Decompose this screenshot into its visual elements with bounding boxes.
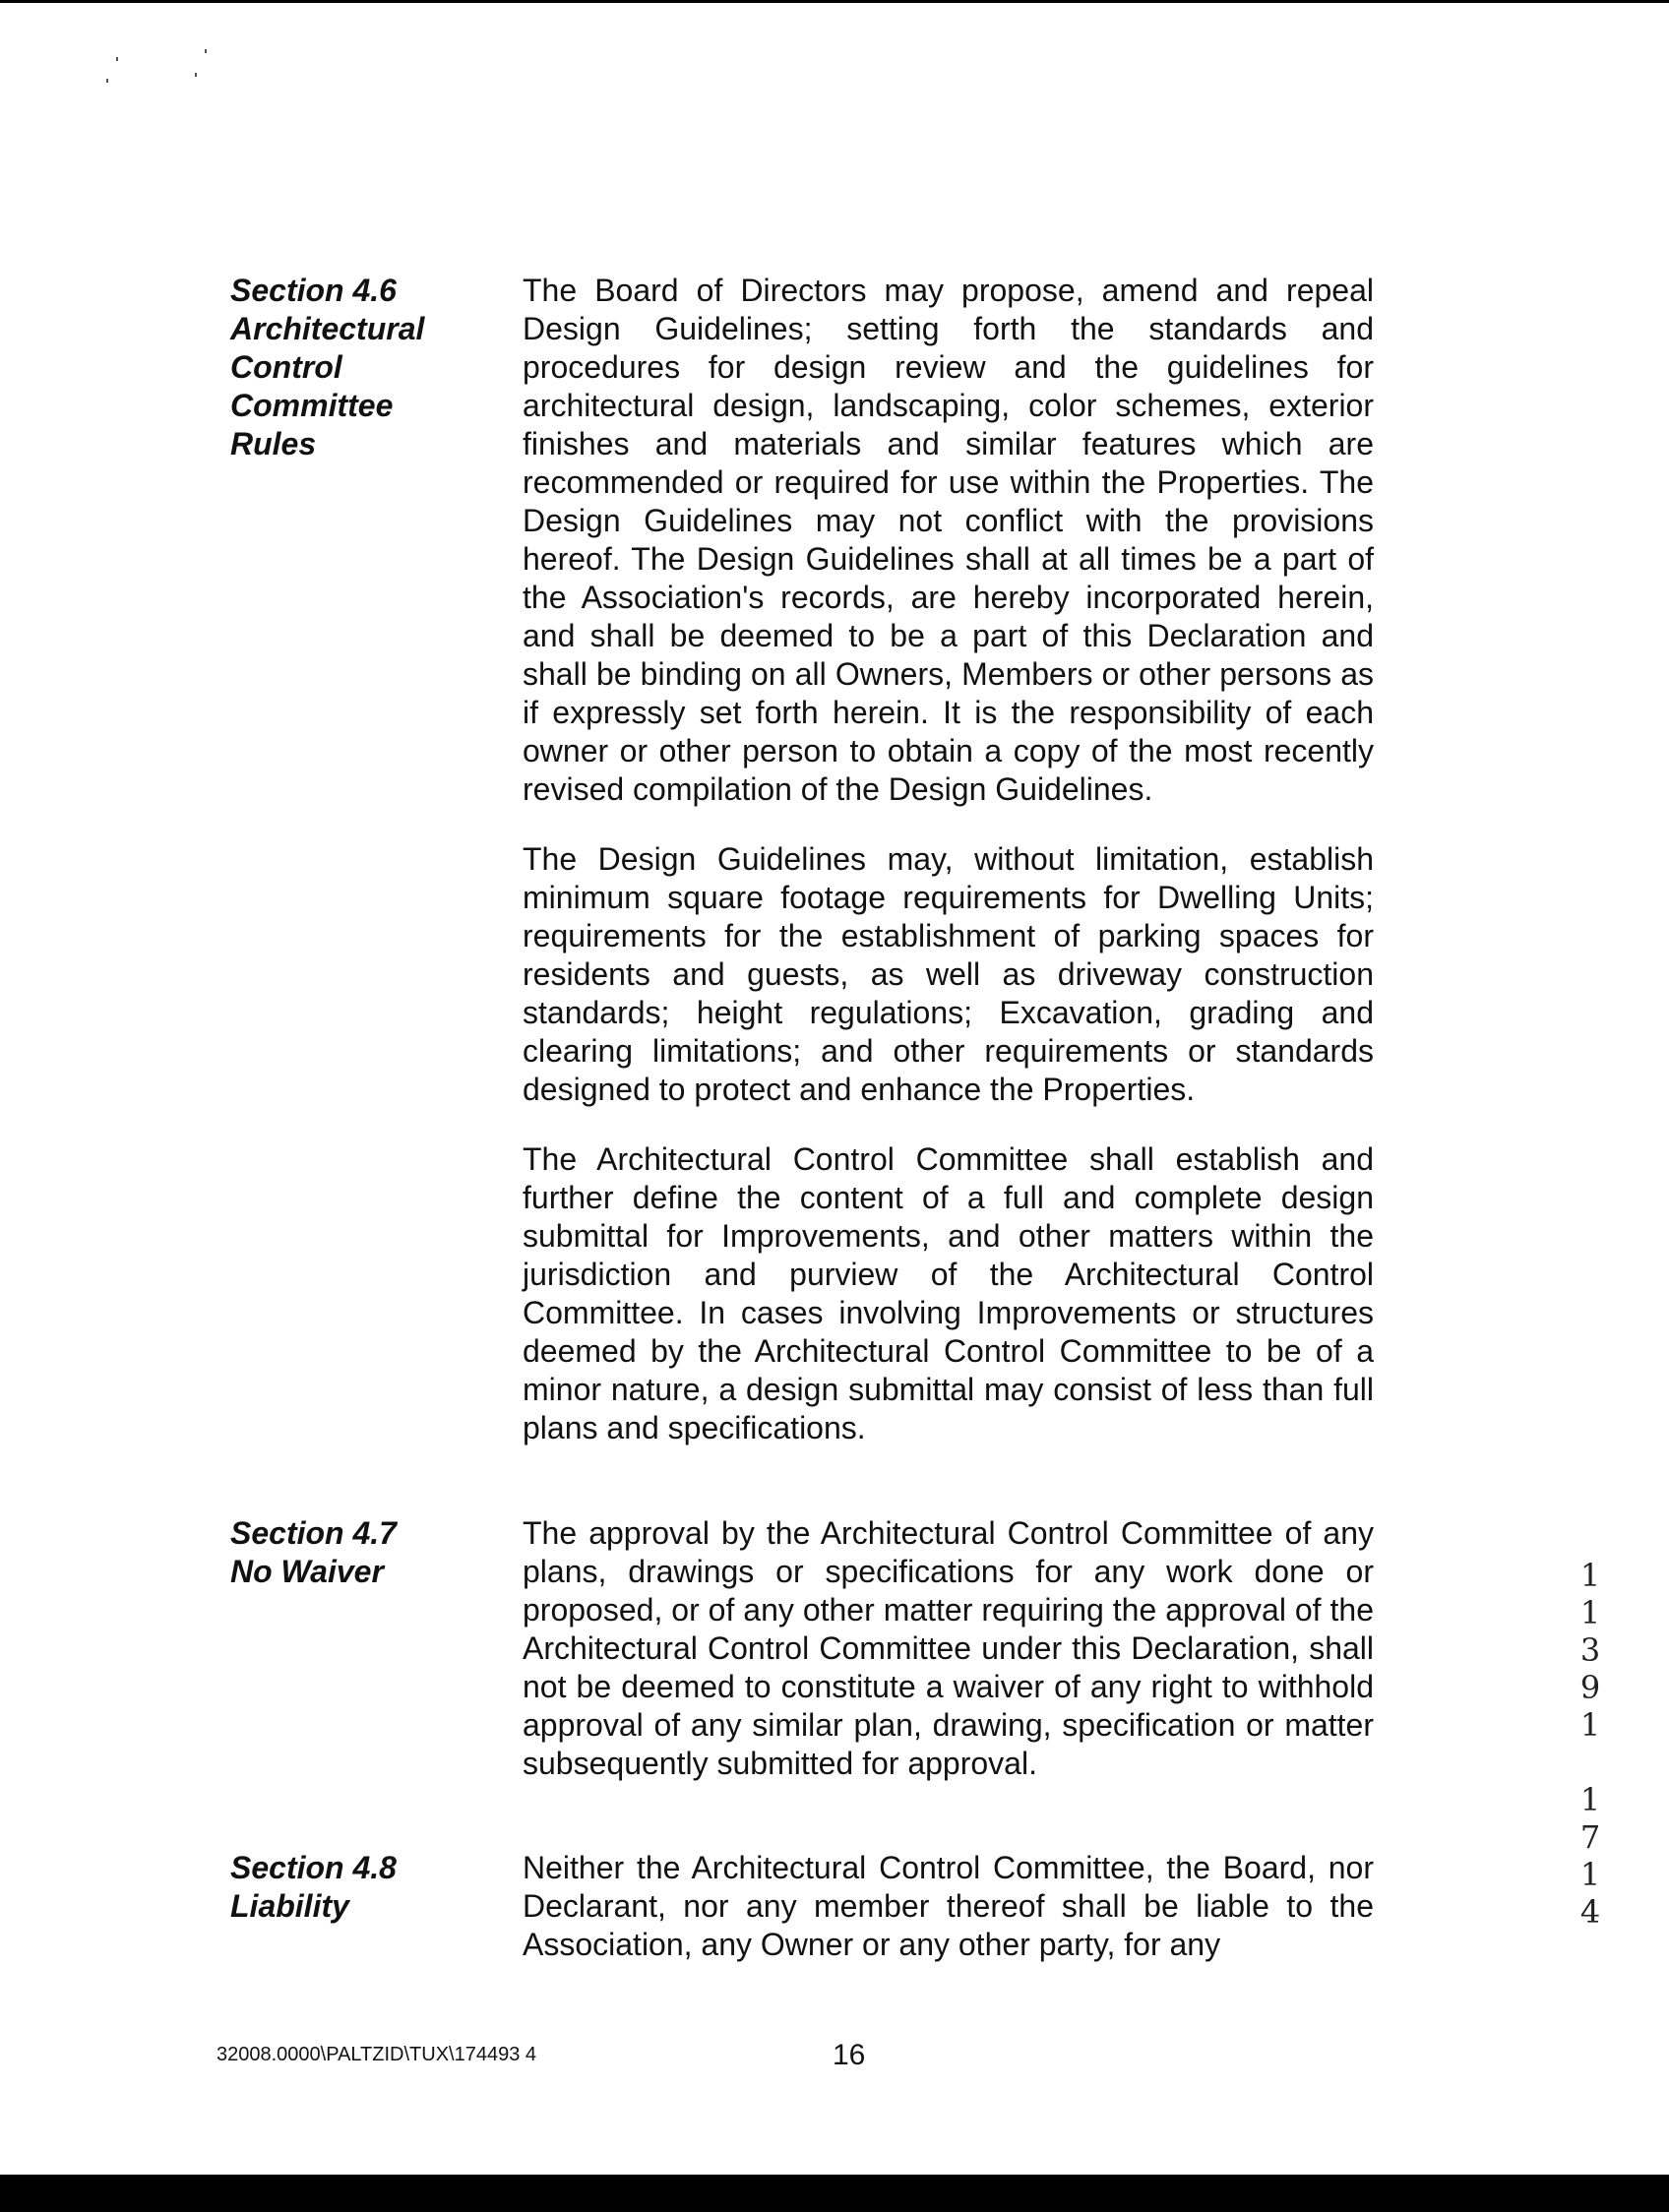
- section-body: [523, 1514, 1374, 1783]
- paragraph: The Design Guidelines may, without limitation, establish minimum square footage requirements for Dwelling Units; requirements for the establishment of parking spaces for residents and guests, as well as driveway construction standards; height regulations; Excavation, grading and clearing limitations; and other requirements or standards designed to protect and enhance the Properties.: [523, 841, 1374, 1107]
- section-heading: [230, 1849, 457, 1926]
- paragraph: The Board of Directors may propose, amend and repeal Design Guidelines; setting forth the standards and procedures for design review and the guidelines for architectural design, landscaping, color schemes, exterior finishes and materials and similar features which are recommended or required for use within the Properties. The Design Guidelines may not conflict with the provisions hereof. The Design Guidelines shall at all times be a part of the Association's records, are hereby incorporated herein, and shall be deemed to be a part of this Declaration and shall be binding on all Owners, Members or other persons as if expressly set forth herein. It is the responsibility of each owner or other person to obtain a copy of the most recently revised compilation of the Design Guidelines.: [523, 273, 1374, 807]
- scan-speck: [205, 49, 207, 53]
- section-heading: [230, 272, 457, 463]
- section-title-line: No Waiver: [230, 1554, 384, 1589]
- stamp-digit: 9: [1579, 1669, 1601, 1706]
- section-heading: [230, 1514, 457, 1591]
- stamp-digit: 4: [1579, 1893, 1601, 1931]
- section-title-line: Rules: [230, 426, 317, 461]
- stamp-digit: 1: [1579, 1781, 1601, 1818]
- stamp-digit: 3: [1579, 1631, 1601, 1669]
- section-title-line: Control: [230, 349, 342, 385]
- stamp-gap: [1573, 1744, 1608, 1781]
- stamp-digit: 1: [1579, 1557, 1601, 1594]
- section-body: [523, 272, 1374, 1447]
- section-number: Section 4.7: [230, 1515, 397, 1551]
- document-reference: 32008.0000\PALTZID\TUX\174493 4: [216, 2044, 537, 2065]
- stamp-digit: 1: [1579, 1594, 1601, 1631]
- scan-top-edge: [0, 0, 1669, 3]
- paragraph: Neither the Architectural Control Committee, the Board, nor Declarant, nor any member thereof shall be liable to the Association, any Owner or any other party, for any: [523, 1850, 1374, 1962]
- scan-speck: [195, 73, 197, 77]
- paragraph: The Architectural Control Committee shall establish and further define the content of a full and complete design submittal for Improvements, and other matters within the jurisdiction and purview of the Architectural Control Committee. In cases involving Improvements or structures deemed by the Architectural Control Committee to be of a minor nature, a design submittal may consist of less than full plans and specifications.: [523, 1141, 1374, 1445]
- section-body: [523, 1849, 1374, 1964]
- scan-speck: [106, 79, 108, 83]
- stamp-digit: 7: [1579, 1818, 1601, 1856]
- scan-bottom-edge: [0, 2175, 1669, 2212]
- section-title-line: Committee: [230, 388, 394, 423]
- scan-speck: [116, 57, 118, 61]
- page-number: 16: [833, 2039, 866, 2071]
- section-number: Section 4.8: [230, 1850, 397, 1885]
- paragraph: The approval by the Architectural Control Committee of any plans, drawings or specifications for any work done or proposed, or of any other matter requiring the approval of the Architectural Control Committee under this Declaration, shall not be deemed to constitute a waiver of any right to withhold approval of any similar plan, drawing, specification or matter subsequently submitted for approval.: [523, 1515, 1374, 1781]
- section-number: Section 4.6: [230, 273, 397, 308]
- section-title-line: Architectural: [230, 311, 425, 346]
- recording-number-stamp: [1573, 1557, 1608, 1931]
- section-title-line: Liability: [230, 1888, 349, 1924]
- stamp-digit: 1: [1579, 1856, 1601, 1893]
- stamp-digit: 1: [1579, 1706, 1601, 1744]
